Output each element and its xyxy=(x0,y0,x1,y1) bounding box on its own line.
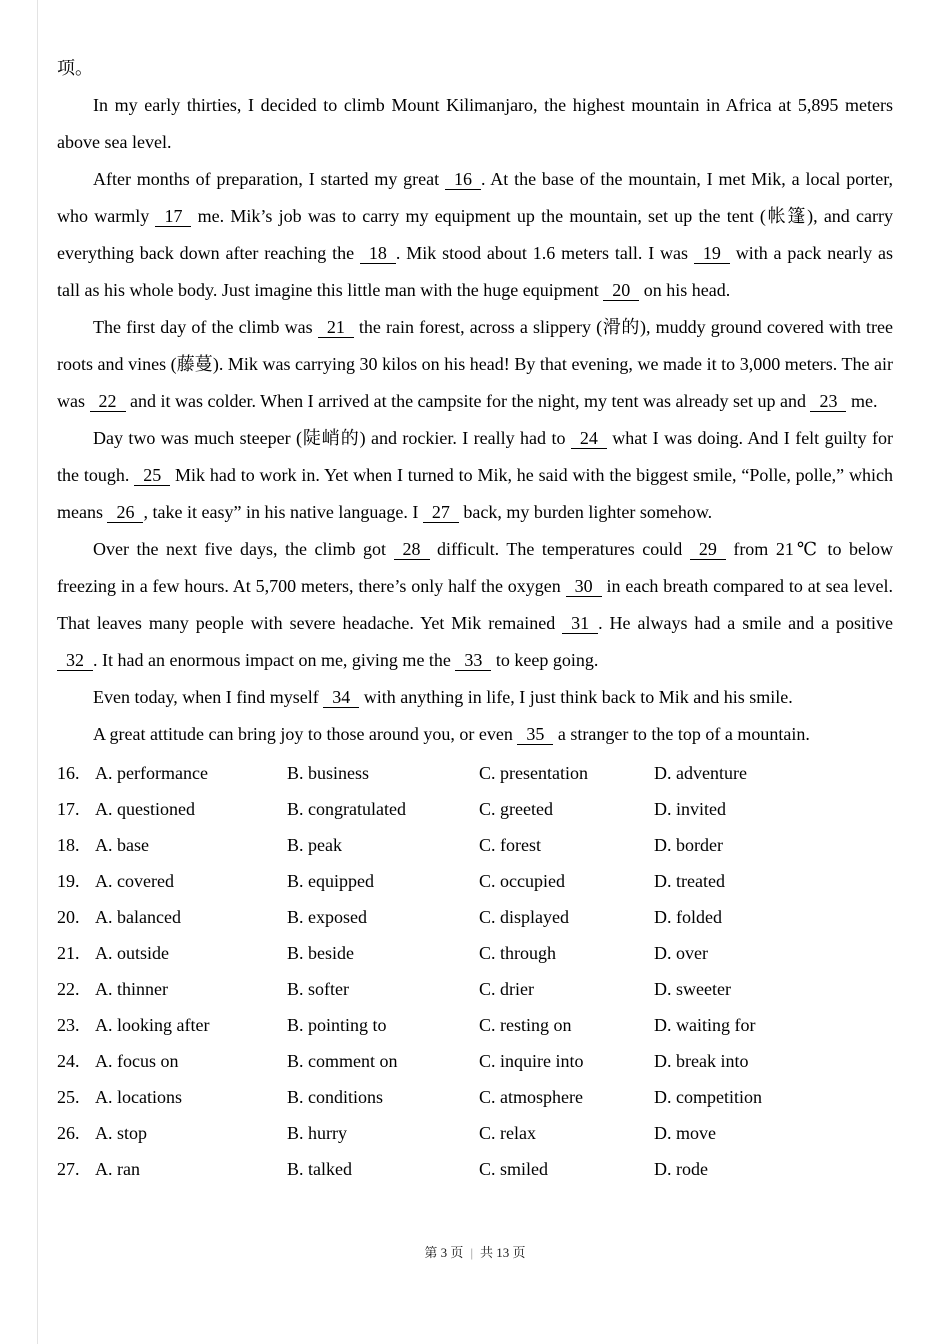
cloze-passage xyxy=(57,87,893,753)
cloze-blank-27: 27 xyxy=(423,502,459,523)
question-number: 22. xyxy=(57,979,80,999)
option-D: D. sweeter xyxy=(654,979,731,999)
option-C: C. drier xyxy=(479,979,534,999)
cloze-blank-32: 32 xyxy=(57,650,93,671)
cloze-blank-20: 20 xyxy=(603,280,639,301)
question-number: 26. xyxy=(57,1123,80,1143)
option-D: D. move xyxy=(654,1123,716,1143)
option-C: C. presentation xyxy=(479,763,588,783)
option-A: A. outside xyxy=(95,943,169,963)
question-list xyxy=(57,755,893,1187)
option-D: D. waiting for xyxy=(654,1015,756,1035)
cloze-blank-22: 22 xyxy=(90,391,126,412)
question-number: 17. xyxy=(57,799,80,819)
option-A: A. focus on xyxy=(95,1051,179,1071)
question-number: 21. xyxy=(57,943,80,963)
footer-separator: | xyxy=(470,1245,474,1260)
option-D: D. treated xyxy=(654,871,725,891)
page-footer xyxy=(0,1242,950,1261)
cloze-blank-19: 19 xyxy=(694,243,730,264)
cloze-blank-26: 26 xyxy=(107,502,143,523)
question-number: 24. xyxy=(57,1051,80,1071)
option-A: A. ran xyxy=(95,1159,140,1179)
cloze-blank-28: 28 xyxy=(394,539,430,560)
cloze-blank-17: 17 xyxy=(155,206,191,227)
option-A: A. looking after xyxy=(95,1015,210,1035)
option-D: D. over xyxy=(654,943,708,963)
question-row-25 xyxy=(57,1079,893,1115)
option-D: D. adventure xyxy=(654,763,747,783)
cloze-blank-33: 33 xyxy=(455,650,491,671)
question-row-17 xyxy=(57,791,893,827)
option-C: C. forest xyxy=(479,835,541,855)
option-C: C. greeted xyxy=(479,799,553,819)
option-D: D. folded xyxy=(654,907,722,927)
cloze-blank-29: 29 xyxy=(690,539,726,560)
passage-paragraph-6: Even today, when I find myself 34 with anything in life, I just think back to Mik and his smile. xyxy=(93,687,793,707)
question-number: 27. xyxy=(57,1159,80,1179)
option-D: D. border xyxy=(654,835,723,855)
passage-paragraph-2: After months of preparation, I started my great 16 . At the base of the mountain, I met Mik, a local porter, who warmly 17 me. Mik’s job was to carry my equipment up the mountain, set up the tent (帐篷), and carry everything back down after reaching the 18 . Mik stood about 1.6 meters tall. I was 19 with a pack nearly as tall as his whole body. Just imagine this little man with the huge equipment 20 on his head. xyxy=(57,169,893,300)
cloze-blank-16: 16 xyxy=(445,169,481,190)
option-A: A. base xyxy=(95,835,149,855)
footer-page-total: 共 13 页 xyxy=(480,1245,526,1260)
option-A: A. covered xyxy=(95,871,174,891)
question-number: 25. xyxy=(57,1087,80,1107)
option-C: C. relax xyxy=(479,1123,536,1143)
leading-text: 项。 xyxy=(57,58,93,78)
option-D: D. competition xyxy=(654,1087,762,1107)
option-B: B. comment on xyxy=(287,1051,398,1071)
cloze-blank-34: 34 xyxy=(323,687,359,708)
option-C: C. resting on xyxy=(479,1015,572,1035)
passage-paragraph-4: Day two was much steeper (陡峭的) and rockier. I really had to 24 what I was doing. And I felt guilty for the tough. 25 Mik had to work in. Yet when I turned to Mik, he said with the biggest smile, “Polle, polle,” which means 26 , take it easy” in his native language. I 27 back, my burden lighter somehow. xyxy=(57,428,893,522)
option-A: A. locations xyxy=(95,1087,182,1107)
option-A: A. performance xyxy=(95,763,208,783)
cloze-blank-21: 21 xyxy=(318,317,354,338)
option-A: A. balanced xyxy=(95,907,181,927)
question-row-27 xyxy=(57,1151,893,1187)
option-B: B. exposed xyxy=(287,907,367,927)
question-row-21 xyxy=(57,935,893,971)
option-D: D. invited xyxy=(654,799,726,819)
question-row-19 xyxy=(57,863,893,899)
question-number: 20. xyxy=(57,907,80,927)
option-B: B. hurry xyxy=(287,1123,347,1143)
question-number: 16. xyxy=(57,763,80,783)
option-C: C. displayed xyxy=(479,907,569,927)
footer-page-number: 第 3 页 xyxy=(424,1245,464,1260)
option-B: B. conditions xyxy=(287,1087,384,1107)
option-B: B. talked xyxy=(287,1159,352,1179)
option-C: C. through xyxy=(479,943,557,963)
question-row-20 xyxy=(57,899,893,935)
option-C: C. inquire into xyxy=(479,1051,584,1071)
option-C: C. occupied xyxy=(479,871,565,891)
cloze-blank-35: 35 xyxy=(517,724,553,745)
option-B: B. peak xyxy=(287,835,342,855)
cloze-blank-25: 25 xyxy=(134,465,170,486)
cloze-blank-24: 24 xyxy=(571,428,607,449)
question-number: 19. xyxy=(57,871,80,891)
question-number: 23. xyxy=(57,1015,80,1035)
option-D: D. rode xyxy=(654,1159,708,1179)
question-row-16 xyxy=(57,755,893,791)
question-row-18 xyxy=(57,827,893,863)
passage-paragraph-3: The first day of the climb was 21 the rain forest, across a slippery (滑的), muddy ground covered with tree roots and vines (藤蔓). Mik was carrying 30 kilos on his head! By that evening, we made it to 3,000 meters. The air was 22 and it was colder. When I arrived at the campsite for the night, my tent was already set up and 23 me. xyxy=(57,317,893,411)
option-B: B. business xyxy=(287,763,370,783)
question-row-23 xyxy=(57,1007,893,1043)
option-B: B. pointing to xyxy=(287,1015,387,1035)
cloze-blank-18: 18 xyxy=(360,243,396,264)
option-B: B. equipped xyxy=(287,871,374,891)
option-A: A. thinner xyxy=(95,979,168,999)
option-B: B. congratulated xyxy=(287,799,406,819)
option-A: A. stop xyxy=(95,1123,148,1143)
cloze-blank-30: 30 xyxy=(566,576,602,597)
question-number: 18. xyxy=(57,835,80,855)
passage-paragraph-7: A great attitude can bring joy to those around you, or even 35 a stranger to the top of a mountain. xyxy=(93,724,810,744)
option-B: B. softer xyxy=(287,979,349,999)
option-C: C. atmosphere xyxy=(479,1087,583,1107)
option-D: D. break into xyxy=(654,1051,749,1071)
passage-paragraph-5: Over the next five days, the climb got 28 difficult. The temperatures could 29 from 21℃ to below freezing in a few hours. At 5,700 meters, there’s only half the oxygen 30 in each breath compared to at sea level. That leaves many people with severe headache. Yet Mik remained 31 . He always had a smile and a positive 32 . It had an enormous impact on me, giving me the 33 to keep going. xyxy=(57,539,893,670)
passage-paragraph-1: In my early thirties, I decided to climb Mount Kilimanjaro, the highest mountain in Africa at 5,895 meters above sea level. xyxy=(57,95,893,152)
question-row-26 xyxy=(57,1115,893,1151)
option-A: A. questioned xyxy=(95,799,195,819)
option-B: B. beside xyxy=(287,943,354,963)
cloze-blank-31: 31 xyxy=(562,613,598,634)
question-row-22 xyxy=(57,971,893,1007)
question-row-24 xyxy=(57,1043,893,1079)
option-C: C. smiled xyxy=(479,1159,549,1179)
cloze-blank-23: 23 xyxy=(810,391,846,412)
